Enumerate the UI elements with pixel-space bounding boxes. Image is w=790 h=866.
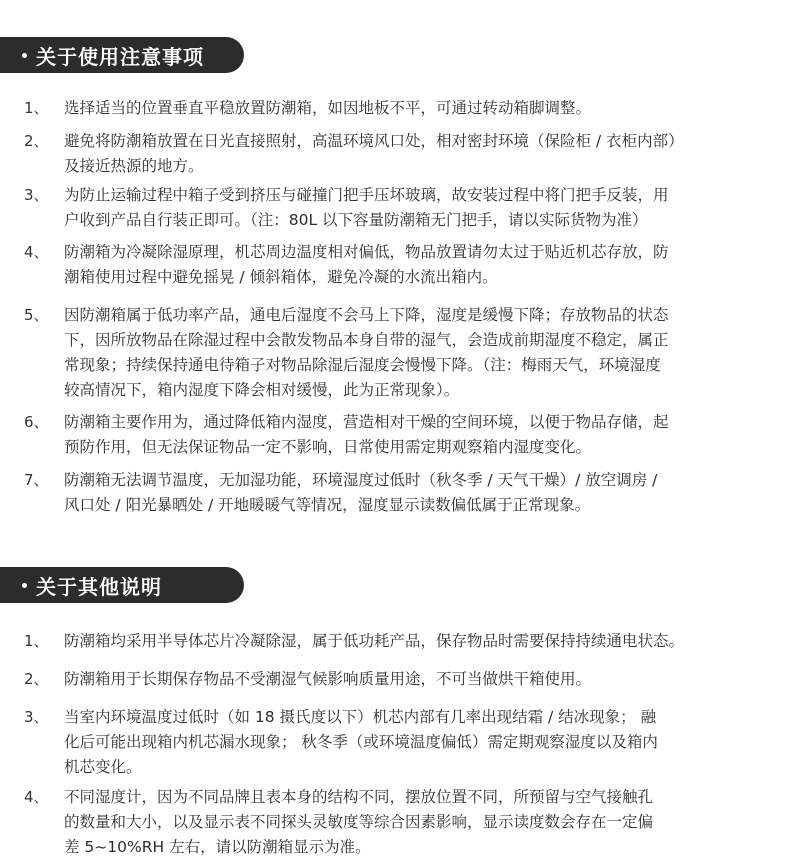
section-header-usage-notes — [0, 37, 244, 73]
item-text: 因防潮箱属于低功率产品，通电后湿度不会马上下降，湿度是缓慢下降；存放物品的状态 下，因所放物品在除湿过程中会散发物品本身自带的湿气，会造成前期湿度不稳定，属正 常现象；持续保持通电待箱子对物品除湿后湿度会慢慢下降。（注：梅雨天气，环境湿度 较高情况下，箱内湿度下降会相对缓慢，此为正常现象）。 — [64, 306, 669, 399]
item-text: 避免将防潮箱放置在日光直接照射，高温环境风口处，相对密封环境（保险柜 / 衣柜内部） 及接近热源的地方。 — [64, 132, 684, 175]
item-number: 7、 — [24, 471, 49, 489]
item-number: 4、 — [24, 243, 49, 261]
item-text: 防潮箱无法调节温度，无加湿功能，环境湿度过低时（秋冬季 / 天气干燥）/ 放空调房 / 风口处 / 阳光暴晒处 / 开地暖暖气等情况，湿度显示读数偏低属于正常现象。 — [64, 471, 658, 514]
item-number: 1、 — [24, 99, 49, 117]
item-number: 6、 — [24, 413, 49, 431]
item-text: 防潮箱为冷凝除湿原理，机芯周边温度相对偏低，物品放置请勿太过于贴近机芯存放，防 潮箱使用过程中避免摇晃 / 倾斜箱体，避免冷凝的水流出箱内。 — [64, 243, 669, 286]
item-text: 为防止运输过程中箱子受到挤压与碰撞门把手压坏玻璃，故安装过程中将门把手反装，用 户收到产品自行装正即可。（注：80L 以下容量防潮箱无门把手，请以实际货物为准） — [64, 186, 669, 229]
bullet-dot-icon — [22, 583, 27, 588]
item-text: 防潮箱均采用半导体芯片冷凝除湿，属于低功耗产品，保存物品时需要保持持续通电状态。 — [64, 632, 685, 650]
item-number: 2、 — [24, 670, 49, 688]
bullet-dot-icon — [22, 53, 27, 58]
item-number: 5、 — [24, 306, 49, 324]
item-text: 不同湿度计，因为不同品牌且表本身的结构不同，摆放位置不同，所预留与空气接触孔 的数量和大小，以及显示表不同探头灵敏度等综合因素影响，显示读度数会存在一定偏 差 5~10%RH 左右，请以防潮箱显示为准。 — [64, 788, 654, 856]
item-text: 当室内环境温度过低时（如 18 摄氏度以下）机芯内部有几率出现结霜 / 结冰现象； 融 化后可能出现箱内机芯漏水现象； 秋冬季（或环境温度偏低）需定期观察湿度以及箱内 机芯变化。 — [64, 708, 658, 776]
item-number: 2、 — [24, 132, 49, 150]
item-text: 防潮箱用于长期保存物品不受潮湿气候影响质量用途，不可当做烘干箱使用。 — [64, 670, 592, 688]
item-number: 1、 — [24, 632, 49, 650]
section-title: 关于使用注意事项 — [36, 44, 204, 69]
item-number: 3、 — [24, 186, 49, 204]
item-text: 选择适当的位置垂直平稳放置防潮箱，如因地板不平，可通过转动箱脚调整。 — [64, 99, 592, 117]
item-text: 防潮箱主要作用为，通过降低箱内湿度，营造相对干燥的空间环境，以便于物品存储，起 预防作用，但无法保证物品一定不影响，日常使用需定期观察箱内湿度变化。 — [64, 413, 669, 456]
section-header-other-notes — [0, 567, 244, 603]
item-number: 3、 — [24, 708, 49, 726]
item-number: 4、 — [24, 788, 49, 806]
section-title: 关于其他说明 — [36, 574, 162, 599]
